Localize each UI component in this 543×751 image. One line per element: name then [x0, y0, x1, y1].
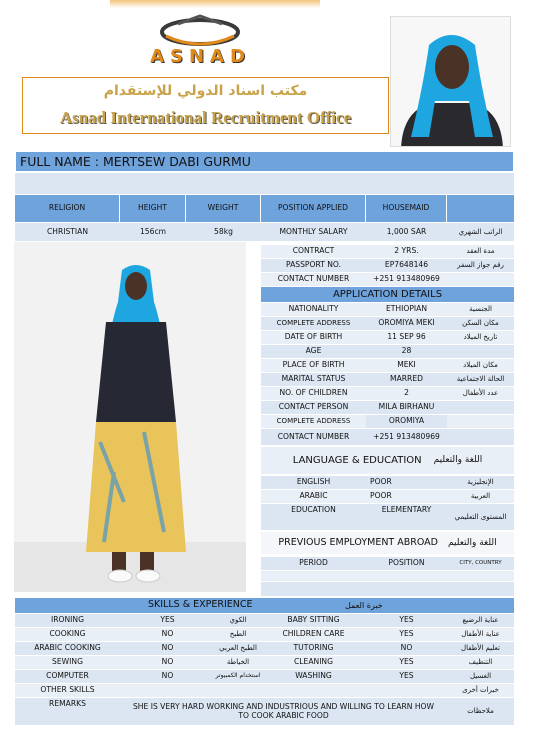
- portrait-photo: [390, 16, 511, 147]
- value-contact-person: MILA BIRHANU: [366, 401, 447, 414]
- value-education: ELEMENTARY: [366, 504, 447, 530]
- office-name-arabic: مكتب اسناد الدولي للإستقدام: [103, 83, 308, 99]
- spacer-row: [15, 173, 514, 194]
- label-complete-address: COMPLETE ADDRESS: [261, 317, 366, 330]
- arabic-arabic: العربية: [447, 490, 514, 503]
- logo-wordmark: ASNAD: [150, 46, 251, 67]
- education-arabic: المستوى التعليمي: [447, 504, 514, 530]
- value-age: 28: [366, 345, 447, 358]
- english-arabic: الإنجليزية: [447, 476, 514, 489]
- label-arabic: ARABIC: [261, 490, 366, 503]
- skill-sewing-label: SEWING: [15, 656, 120, 669]
- employment-title-text: PREVIOUS EMPLOYMENT ABROAD: [278, 536, 439, 548]
- contract-arabic: مدة العقد: [447, 245, 514, 258]
- skill-washing-value: YES: [366, 670, 447, 683]
- skill-washing-arabic: الغسيل: [447, 670, 514, 683]
- marital-arabic: الحالة الاجتماعية: [447, 373, 514, 386]
- skill-tutoring-arabic: تعليم الأطفال: [447, 642, 514, 655]
- remarks-value: SHE IS VERY HARD WORKING AND INDUSTRIOUS AND WILLING TO LEARN HOW TO COOK ARABIC FOOD: [120, 698, 447, 725]
- skill-computer-label: COMPUTER: [15, 670, 120, 683]
- skill-tutoring-value: NO: [366, 642, 447, 655]
- label-english: ENGLISH: [261, 476, 366, 489]
- full-body-photo: [14, 242, 246, 592]
- header-religion: RELIGION: [15, 195, 120, 222]
- employment-empty-row-2: [261, 582, 514, 596]
- skill-ironing-arabic: الكوي: [215, 614, 261, 627]
- nationality-arabic: الجنسية: [447, 303, 514, 316]
- skill-children-care-label: CHILDREN CARE: [261, 628, 366, 641]
- language-education-title: [261, 447, 514, 474]
- value-passport: EP7648146: [366, 259, 447, 272]
- label-contact-address: COMPLETE ADDRESS: [261, 415, 366, 428]
- value-height: 156cm: [120, 223, 186, 241]
- skill-ironing-label: IRONING: [15, 614, 120, 627]
- value-contact-number-2: +251 913480969: [366, 429, 447, 445]
- age-blank: [447, 345, 514, 358]
- label-no-of-children: NO. OF CHILDREN: [261, 387, 366, 400]
- skill-cleaning-arabic: التنظيف: [447, 656, 514, 669]
- salary-arabic: الراتب الشهري: [447, 223, 514, 241]
- value-nationality: ETHIOPIAN: [366, 303, 447, 316]
- header-emp-position: POSITION: [366, 557, 447, 570]
- skill-baby-sitting-value: YES: [366, 614, 447, 627]
- header-blank: [447, 195, 514, 222]
- skill-cleaning-label: CLEANING: [261, 656, 366, 669]
- dob-arabic: تاريخ الميلاد: [447, 331, 514, 344]
- application-details-title: APPLICATION DETAILS: [261, 287, 514, 302]
- label-contact-number: CONTACT NUMBER: [261, 273, 366, 286]
- label-nationality: NATIONALITY: [261, 303, 366, 316]
- header-weight: WEIGHT: [186, 195, 261, 222]
- other-skills-arabic: خبرات أخرى: [447, 684, 514, 697]
- skill-computer-value: NO: [120, 670, 215, 683]
- skill-cooking-value: NO: [120, 628, 215, 641]
- label-passport: PASSPORT NO.: [261, 259, 366, 272]
- skill-cooking-arabic: الطبخ: [215, 628, 261, 641]
- value-contact-number: +251 913480969: [366, 273, 447, 286]
- label-monthly-salary: MONTHLY SALARY: [261, 223, 366, 241]
- label-date-of-birth: DATE OF BIRTH: [261, 331, 366, 344]
- passport-arabic: رقم جواز السفر: [447, 259, 514, 272]
- skill-arabic-cooking-value: NO: [120, 642, 215, 655]
- value-contact-address: OROMIYA: [366, 415, 447, 428]
- contact-address-blank: [447, 415, 514, 428]
- language-title-text: LANGUAGE & EDUCATION: [292, 454, 422, 466]
- skill-cleaning-value: YES: [366, 656, 447, 669]
- skills-title: SKILLS & EXPERIENCE: [148, 599, 253, 611]
- header-housemaid: HOUSEMAID: [366, 195, 447, 222]
- label-contract: CONTRACT: [261, 245, 366, 258]
- skill-cooking-label: COOKING: [15, 628, 120, 641]
- language-title-arabic: اللغة والتعليم: [433, 455, 483, 466]
- remarks-arabic: ملاحظات: [447, 698, 514, 725]
- skill-children-care-arabic: عناية الأطفال: [447, 628, 514, 641]
- skill-ironing-value: YES: [120, 614, 215, 627]
- office-name-english: Asnad International Recruitment Office: [59, 108, 352, 127]
- remarks-label: REMARKS: [15, 698, 120, 725]
- header-height: HEIGHT: [120, 195, 186, 222]
- other-skills-value: [120, 684, 447, 697]
- value-religion: CHRISTIAN: [15, 223, 120, 241]
- skill-washing-label: WASHING: [261, 670, 366, 683]
- top-accent-strip: [110, 0, 320, 8]
- skill-arabic-cooking-arabic: الطبخ العربي: [215, 642, 261, 655]
- skill-arabic-cooking-label: ARABIC COOKING: [15, 642, 120, 655]
- value-complete-address: OROMIYA MEKI: [366, 317, 447, 330]
- value-arabic: POOR: [366, 490, 447, 503]
- contact-person-blank: [447, 401, 514, 414]
- employment-empty-row-1: [261, 571, 514, 581]
- header-period: PERIOD: [261, 557, 366, 570]
- skill-tutoring-label: TUTORING: [261, 642, 366, 655]
- value-contract: 2 YRS.: [366, 245, 447, 258]
- previous-employment-title: [261, 532, 514, 554]
- value-salary: 1,000 SAR: [366, 223, 447, 241]
- value-marital-status: MARRED: [366, 373, 447, 386]
- company-logo: [108, 12, 293, 72]
- value-date-of-birth: 11 SEP 96: [366, 331, 447, 344]
- value-no-of-children: 2: [366, 387, 447, 400]
- office-banner: [22, 77, 389, 134]
- place-of-birth-arabic: مكان الميلاد: [447, 359, 514, 372]
- value-place-of-birth: MEKI: [366, 359, 447, 372]
- skill-children-care-value: YES: [366, 628, 447, 641]
- label-education: EDUCATION: [261, 504, 366, 530]
- skill-baby-sitting-label: BABY SITTING: [261, 614, 366, 627]
- full-name-bar: [15, 151, 514, 172]
- label-marital-status: MARITAL STATUS: [261, 373, 366, 386]
- header-position: POSITION APPLIED: [261, 195, 366, 222]
- skills-title-bar: [15, 598, 514, 613]
- skill-baby-sitting-arabic: عناية الرضيع: [447, 614, 514, 627]
- contact-number-2-blank: [447, 429, 514, 445]
- skill-sewing-arabic: الخياطة: [215, 656, 261, 669]
- other-skills-label: OTHER SKILLS: [15, 684, 120, 697]
- employment-title-arabic: اللغة والتعليم: [448, 537, 497, 548]
- address-arabic: مكان السكن: [447, 317, 514, 330]
- header-city-country: CITY, COUNTRY: [447, 557, 514, 570]
- contact-number-blank: [447, 273, 514, 286]
- skill-sewing-value: NO: [120, 656, 215, 669]
- label-place-of-birth: PLACE OF BIRTH: [261, 359, 366, 372]
- label-contact-person: CONTACT PERSON: [261, 401, 366, 414]
- skills-title-arabic: خبرة العمل: [345, 600, 383, 610]
- children-arabic: عدد الأطفال: [447, 387, 514, 400]
- label-contact-number-2: CONTACT NUMBER: [261, 429, 366, 445]
- label-age: AGE: [261, 345, 366, 358]
- skill-computer-arabic: استخدام الكمبيوتر: [215, 670, 261, 683]
- value-english: POOR: [366, 476, 447, 489]
- value-weight: 58kg: [186, 223, 261, 241]
- full-name-text: FULL NAME : MERTSEW DABI GURMU: [20, 154, 251, 169]
